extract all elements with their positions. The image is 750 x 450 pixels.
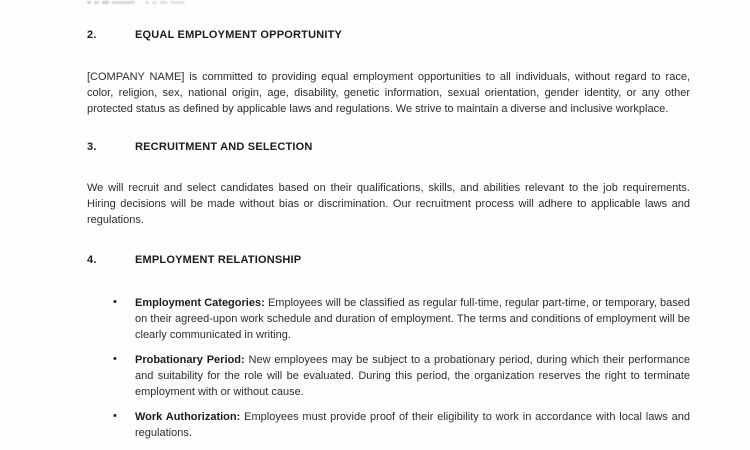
section-paragraph: [COMPANY NAME] is committed to providing equal employment opportunities to all individuals, without regard to race, color, religion, sex, national origin, age, disability, genetic information, sexual orientation, gender identity, or any other protected status as defined by applicable laws and regulations. We strive to maintain a diverse and inclusive workplace. — [87, 71, 690, 115]
bullet-label: Employment Categories: — [135, 297, 265, 309]
section-heading-employment-relationship — [87, 254, 690, 266]
bullet-icon: • — [113, 353, 117, 365]
bullet-text: Employees will be classified as regular full-time, regular part-time, or temporary, based on their agreed-upon work schedule and duration of employment. The terms and conditions of employment will be clearly communicated in writing. — [135, 297, 690, 341]
section-number: 4. — [87, 254, 97, 266]
section-heading-equal-employment-opportunity — [87, 29, 690, 41]
bullet-item-employment-categories — [87, 295, 690, 343]
bullet-item-work-authorization — [87, 409, 690, 441]
section-paragraph: We will recruit and select candidates based on their qualifications, skills, and abilities relevant to the job requirements. Hiring decisions will be made without bias or discrimination. Our recruitment process will adhere to applicable laws and regulations. — [87, 182, 690, 226]
section-title: EMPLOYMENT RELATIONSHIP — [135, 254, 302, 266]
section-title: EQUAL EMPLOYMENT OPPORTUNITY — [135, 29, 343, 41]
section-number: 3. — [87, 141, 97, 153]
section-title: RECRUITMENT AND SELECTION — [135, 141, 313, 153]
bullet-icon: • — [113, 410, 117, 422]
bullet-label: Work Authorization: — [135, 411, 241, 423]
section-heading-recruitment-and-selection — [87, 141, 690, 153]
bullet-icon: • — [113, 296, 117, 308]
bullet-text: New employees may be subject to a probationary period, during which their performance and suitability for the role will be evaluated. During this period, the organization reserves the right to terminate employment with or without cause. — [135, 354, 691, 398]
bullet-label: Probationary Period: — [135, 354, 245, 366]
section-number: 2. — [87, 29, 97, 41]
text-smudge — [87, 1, 135, 4]
text-smudge — [145, 1, 185, 4]
bullet-item-probationary-period — [87, 352, 690, 400]
bullet-list — [87, 295, 690, 441]
clipped-previous-line-fragment — [87, 0, 217, 5]
bullet-text: Employees must provide proof of their eligibility to work in accordance with local laws and regulations. — [135, 411, 690, 439]
